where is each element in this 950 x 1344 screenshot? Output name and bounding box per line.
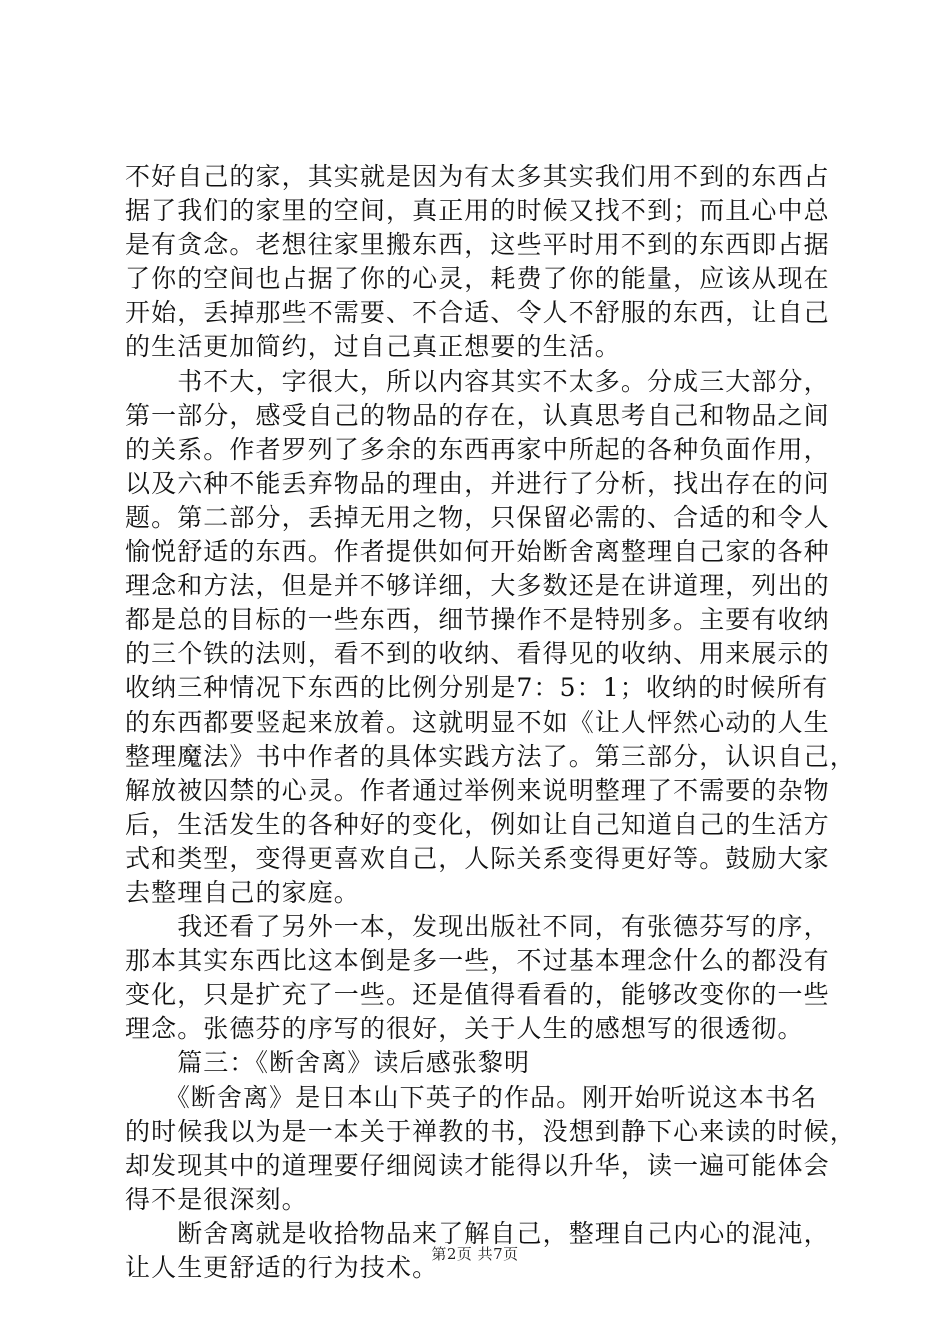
text-line: 理念和方法，但是并不够详细，大多数还是在讲道理，列出的 bbox=[125, 571, 830, 601]
text-line: 后，生活发生的各种好的变化，例如让自己知道自己的生活方 bbox=[125, 809, 830, 839]
text-line: 都是总的目标的一些东西，细节操作不是特别多。主要有收纳 bbox=[125, 605, 830, 635]
text-line: 那本其实东西比这本倒是多一些，不过基本理念什么的都没有 bbox=[125, 946, 830, 976]
section-heading: 篇三：《断舍离》读后感张黎明 bbox=[125, 1048, 531, 1078]
text-line: 《断舍离》是日本山下英子的作品。刚开始听说这本书名 bbox=[125, 1082, 818, 1112]
text-line: 是有贪念。老想往家里搬东西，这些平时用不到的东西即占据 bbox=[125, 230, 830, 260]
text-line: 的东西都要竖起来放着。这就明显不如《让人怦然心动的人生 bbox=[125, 707, 830, 737]
text-line: 我还看了另外一本，发现出版社不同，有张德芬写的序， bbox=[125, 912, 830, 942]
text-line: 的三个铁的法则，看不到的收纳、看得见的收纳、用来展示的 bbox=[125, 639, 830, 669]
text-line: 的关系。作者罗列了多余的东西再家中所起的各种负面作用， bbox=[125, 434, 830, 464]
text-line: 书不大，字很大，所以内容其实不太多。分成三大部分， bbox=[125, 366, 830, 396]
text-line: 解放被囚禁的心灵。作者通过举例来说明整理了不需要的杂物 bbox=[125, 775, 830, 805]
text-line: 理念。张德芬的序写的很好，关于人生的感想写的很透彻。 bbox=[125, 1014, 804, 1044]
text-line: 让人生更舒适的行为技术。 bbox=[125, 1253, 439, 1282]
text-line: 开始，丢掉那些不需要、不合适、令人不舒服的东西，让自己 bbox=[125, 298, 830, 328]
text-line: 得不是很深刻。 bbox=[125, 1184, 308, 1214]
text-line: 断舍离就是收拾物品来了解自己，整理自己内心的混沌， bbox=[125, 1218, 830, 1248]
text-line: 据了我们的家里的空间，真正用的时候又找不到；而且心中总 bbox=[125, 196, 830, 226]
text-line: 以及六种不能丢弃物品的理由，并进行了分析，找出存在的问 bbox=[125, 468, 830, 498]
text-line: 收纳三种情况下东西的比例分别是7：5：1；收纳的时候所有 bbox=[125, 673, 829, 703]
text-line: 式和类型，变得更喜欢自己，人际关系变得更好等。鼓励大家 bbox=[125, 843, 830, 873]
text-line: 第一部分，感受自己的物品的存在，认真思考自己和物品之间 bbox=[125, 400, 830, 430]
page-number-footer: 第2页 共7页 bbox=[431, 1245, 519, 1263]
text-line: 去整理自己的家庭。 bbox=[125, 877, 360, 907]
text-line: 却发现其中的道理要仔细阅读才能得以升华，读一遍可能体会 bbox=[125, 1150, 830, 1180]
document-body bbox=[125, 160, 856, 1285]
text-line: 题。第二部分，丢掉无用之物，只保留必需的、合适的和令人 bbox=[125, 502, 830, 532]
text-line: 的时候我以为是一本关于禅教的书，没想到静下心来读的时候， bbox=[125, 1116, 856, 1146]
text-line: 变化，只是扩充了一些。还是值得看看的，能够改变你的一些 bbox=[125, 980, 830, 1010]
text-line: 整理魔法》书中作者的具体实践方法了。第三部分，认识自己， bbox=[125, 741, 856, 771]
text-line: 不好自己的家，其实就是因为有太多其实我们用不到的东西占 bbox=[125, 162, 830, 191]
text-line: 了你的空间也占据了你的心灵，耗费了你的能量，应该从现在 bbox=[125, 264, 830, 294]
text-line: 愉悦舒适的东西。作者提供如何开始断舍离整理自己家的各种 bbox=[125, 537, 830, 567]
text-line: 的生活更加简约，过自己真正想要的生活。 bbox=[125, 332, 621, 362]
